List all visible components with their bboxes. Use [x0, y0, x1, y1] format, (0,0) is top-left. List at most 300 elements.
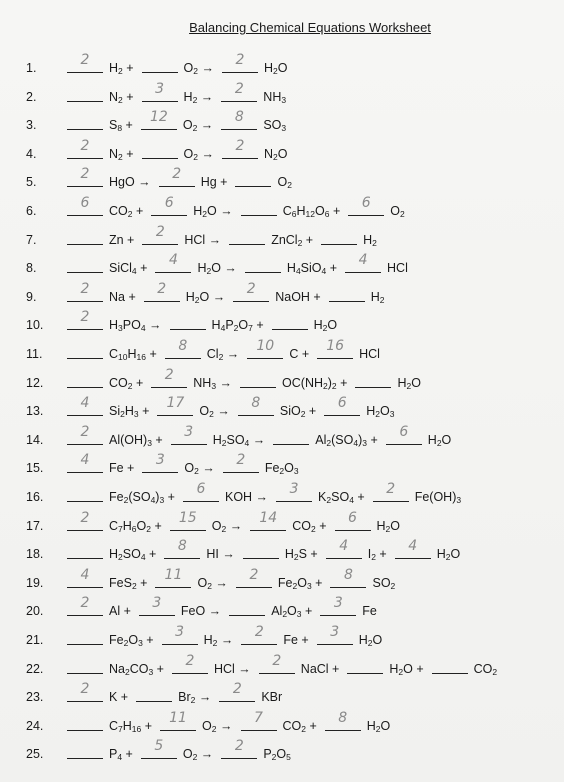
equation-row — [26, 452, 546, 479]
coefficient-blank[interactable] — [235, 186, 271, 187]
handwritten-coefficient: 2 — [234, 738, 244, 755]
equation-number: 20. — [26, 604, 44, 619]
coefficient-blank[interactable] — [183, 501, 219, 502]
coefficient-blank[interactable] — [373, 501, 409, 502]
handwritten-coefficient: 4 — [80, 395, 90, 412]
coefficient-blank[interactable] — [67, 501, 103, 502]
coefficient-blank[interactable] — [141, 758, 177, 759]
coefficient-blank[interactable] — [67, 615, 103, 616]
equation-number: 23. — [26, 690, 44, 705]
handwritten-coefficient: 3 — [289, 481, 299, 497]
formula-term: $Fe_2O_3$ — [264, 461, 299, 477]
formula-term: SiCl$_4$ + — [109, 261, 148, 277]
handwritten-coefficient: 4 — [168, 252, 178, 269]
coefficient-blank[interactable] — [67, 215, 103, 216]
formula-term: $N_2O$ — [264, 146, 288, 162]
handwritten-coefficient: 3 — [333, 595, 343, 612]
coefficient-blank[interactable] — [162, 644, 198, 645]
handwritten-coefficient: 2 — [80, 423, 90, 440]
equation-number: 8. — [26, 261, 37, 276]
equation-row — [26, 481, 546, 508]
handwritten-coefficient: 2 — [164, 366, 174, 383]
coefficient-blank[interactable] — [241, 644, 277, 645]
formula-term: FeS$_2$ + — [109, 575, 148, 591]
coefficient-blank[interactable] — [241, 215, 277, 216]
coefficient-blank[interactable] — [347, 673, 383, 674]
handwritten-coefficient: 8 — [178, 338, 188, 354]
equation-number: 24. — [26, 718, 44, 733]
formula-term: HCl → — [184, 232, 222, 247]
handwritten-coefficient: 10 — [256, 338, 275, 354]
coefficient-blank[interactable] — [326, 558, 362, 559]
equation-number: 2. — [26, 89, 37, 104]
formula-term: ZnCl$_2$ + — [271, 232, 314, 248]
formula-term: $O_2$ → — [184, 461, 215, 477]
formula-term: $H_2O$ — [427, 432, 452, 448]
formula-term: $H_2O$ → — [197, 261, 237, 277]
equation-row — [26, 509, 546, 537]
handwritten-coefficient: 8 — [251, 395, 261, 412]
coefficient-blank[interactable] — [221, 129, 257, 130]
formula-term: $H_2$ → — [183, 89, 214, 105]
coefficient-blank[interactable] — [67, 415, 103, 416]
formula-term: $O_2$ — [277, 175, 292, 191]
coefficient-blank[interactable] — [67, 758, 103, 759]
handwritten-coefficient: 2 — [232, 681, 242, 698]
handwritten-coefficient: 6 — [196, 481, 206, 497]
handwritten-coefficient: 2 — [80, 280, 90, 297]
coefficient-blank[interactable] — [170, 329, 206, 330]
equation-number: 5. — [26, 175, 37, 190]
handwritten-coefficient: 3 — [152, 595, 162, 612]
handwritten-coefficient: 2 — [246, 280, 256, 297]
handwritten-coefficient: 3 — [330, 624, 340, 640]
equation-number: 12. — [26, 375, 44, 390]
coefficient-blank[interactable] — [67, 587, 103, 588]
handwritten-coefficient: 11 — [164, 566, 183, 583]
formula-term: $CO_2$ + — [109, 204, 144, 219]
coefficient-blank[interactable] — [348, 215, 384, 216]
formula-term: $H_2S$ + — [284, 547, 318, 563]
formula-term: HI → — [206, 547, 235, 562]
handwritten-coefficient: 2 — [80, 137, 90, 154]
coefficient-blank[interactable] — [317, 358, 353, 359]
handwritten-coefficient: 8 — [177, 538, 187, 555]
coefficient-blank[interactable] — [321, 244, 357, 245]
formula-term: KOH → — [224, 490, 269, 504]
coefficient-blank[interactable] — [219, 701, 255, 702]
worksheet-title: Balancing Chemical Equations Worksheet — [189, 20, 431, 35]
formula-term: $C_7H_{16}$ + — [109, 718, 153, 734]
coefficient-blank[interactable] — [136, 701, 172, 702]
coefficient-blank[interactable] — [335, 530, 371, 531]
formula-term: $H_2$ → — [203, 633, 234, 648]
formula-term: $H_2O$ — [358, 633, 383, 648]
coefficient-blank[interactable] — [151, 215, 187, 216]
formula-term: $H_2O$ → — [185, 289, 226, 305]
formula-term: $Fe_2(SO_4)_3$ + — [109, 490, 175, 505]
equation-number: 19. — [26, 575, 44, 590]
coefficient-blank[interactable] — [272, 329, 308, 330]
formula-term: $NH_3$ → — [193, 375, 233, 391]
handwritten-coefficient: 6 — [80, 195, 90, 211]
formula-term: $Fe_2O_3$ + — [109, 633, 154, 648]
formula-term: $H_2SO_4$ + — [109, 547, 157, 563]
handwritten-coefficient: 2 — [172, 166, 182, 183]
coefficient-blank[interactable] — [139, 615, 175, 616]
handwritten-coefficient: 15 — [178, 509, 197, 526]
formula-term: $CO_2$ + — [109, 375, 144, 391]
coefficient-blank[interactable] — [345, 272, 381, 273]
equation-row — [26, 709, 546, 737]
formula-term: $Br_2$ → — [178, 690, 212, 706]
equation-row — [26, 109, 546, 136]
formula-term: $C_7H_6O_2$ + — [109, 518, 162, 534]
handwritten-coefficient: 4 — [339, 538, 349, 555]
formula-term: $K_2SO_4$ + — [318, 490, 365, 505]
equation-row — [26, 338, 546, 365]
coefficient-blank[interactable] — [171, 444, 207, 445]
formula-term: $H_2$ + — [109, 61, 134, 76]
formula-term: $OC(NH_2)_2$ + — [282, 375, 348, 391]
formula-term: $H_2O$ → — [193, 204, 233, 219]
equation-number: 16. — [26, 490, 44, 504]
handwritten-coefficient: 2 — [254, 624, 264, 640]
formula-term: $O_2$ → — [211, 518, 243, 534]
formula-term: $Al_2O_3$ + — [271, 604, 313, 620]
equation-row — [26, 309, 546, 336]
handwritten-coefficient: 2 — [185, 652, 195, 669]
handwritten-coefficient: 2 — [235, 52, 245, 68]
coefficient-blank[interactable] — [317, 644, 353, 645]
formula-term: $SO_3$ — [263, 118, 287, 134]
equation-number: 1. — [26, 61, 37, 75]
handwritten-coefficient: 4 — [358, 252, 368, 269]
handwritten-coefficient: 6 — [164, 195, 174, 211]
coefficient-blank[interactable] — [67, 558, 103, 559]
equation-row — [26, 195, 546, 222]
formula-term: $H_2O$ — [436, 547, 461, 563]
coefficient-blank[interactable] — [221, 758, 257, 759]
handwritten-coefficient: 16 — [326, 338, 345, 354]
coefficient-blank[interactable] — [67, 444, 103, 445]
equation-row — [26, 52, 546, 79]
coefficient-blank[interactable] — [229, 244, 265, 245]
handwritten-coefficient: 3 — [175, 624, 185, 640]
coefficient-blank[interactable] — [67, 72, 103, 73]
coefficient-blank[interactable] — [67, 186, 103, 187]
coefficient-blank[interactable] — [259, 673, 295, 674]
formula-term: HgO → — [109, 175, 151, 190]
coefficient-blank[interactable] — [325, 730, 361, 731]
handwritten-coefficient: 2 — [157, 280, 167, 297]
coefficient-blank[interactable] — [67, 358, 103, 359]
coefficient-blank[interactable] — [67, 530, 103, 531]
equation-number: 11. — [26, 347, 43, 361]
coefficient-blank[interactable] — [386, 444, 422, 445]
handwritten-coefficient: 6 — [399, 423, 409, 440]
equation-row — [26, 681, 546, 708]
coefficient-blank[interactable] — [320, 615, 356, 616]
formula-term: $H_4P_2O_7$ + — [211, 318, 264, 334]
equation-number: 3. — [26, 118, 37, 133]
formula-term: $SO_2$ — [372, 575, 396, 591]
equation-number: 22. — [26, 661, 44, 676]
equation-row — [26, 423, 546, 451]
coefficient-blank[interactable] — [170, 530, 206, 531]
coefficient-blank[interactable] — [324, 415, 360, 416]
coefficient-blank[interactable] — [67, 244, 103, 245]
formula-term: $H_2O$ — [313, 318, 338, 334]
coefficient-blank[interactable] — [151, 387, 187, 388]
equation-row — [26, 223, 546, 251]
handwritten-coefficient: 7 — [254, 709, 263, 726]
handwritten-coefficient: 2 — [235, 137, 245, 154]
handwritten-coefficient: 8 — [344, 566, 353, 583]
handwritten-coefficient: 6 — [348, 509, 357, 526]
handwritten-coefficient: 2 — [80, 681, 90, 698]
coefficient-blank[interactable] — [222, 158, 258, 159]
formula-term: $C_{10}H_{16}$ + — [109, 347, 157, 362]
handwritten-coefficient: 5 — [154, 738, 164, 755]
formula-term: $H_2$ — [370, 289, 385, 305]
formula-term: $O_2$ → — [199, 404, 230, 420]
coefficient-blank[interactable] — [67, 701, 103, 702]
coefficient-blank[interactable] — [221, 101, 257, 102]
equation-number: 9. — [26, 289, 37, 304]
handwritten-coefficient: 12 — [149, 109, 168, 126]
equation-number: 14. — [26, 432, 44, 447]
formula-term: $O_2$ → — [202, 718, 233, 734]
equation-row — [26, 280, 546, 308]
coefficient-blank[interactable] — [355, 387, 391, 388]
formula-term: $H_2O$ — [264, 61, 288, 76]
coefficient-blank[interactable] — [164, 558, 200, 559]
coefficient-blank[interactable] — [273, 444, 309, 445]
coefficient-blank[interactable] — [160, 730, 196, 731]
formula-term: $O_2$ → — [197, 575, 228, 591]
coefficient-blank[interactable] — [67, 387, 103, 388]
formula-term: HCl → — [213, 661, 251, 676]
formula-term: $H_2O$ — [366, 718, 391, 734]
formula-term: $P_4$ + — [109, 747, 133, 763]
handwritten-coefficient: 4 — [408, 538, 418, 555]
handwritten-coefficient: 17 — [166, 395, 185, 412]
handwritten-coefficient: 3 — [155, 452, 165, 469]
formula-term: $I_2$ + — [367, 547, 387, 563]
equation-number: 17. — [26, 518, 44, 533]
coefficient-blank[interactable] — [67, 730, 103, 731]
equation-row — [26, 566, 546, 594]
coefficient-blank[interactable] — [142, 72, 178, 73]
formula-term: FeO → — [180, 604, 222, 619]
equation-row — [26, 624, 546, 651]
equation-number: 7. — [26, 232, 37, 247]
formula-term: Fe + — [283, 633, 309, 647]
formula-term: $H_2O_3$ — [366, 404, 395, 420]
formula-term: $S_8$ + — [109, 118, 133, 134]
coefficient-blank[interactable] — [67, 101, 103, 102]
handwritten-coefficient: 2 — [80, 52, 90, 68]
formula-term: C + — [289, 347, 310, 361]
formula-term: $CO_2$ + — [292, 518, 327, 534]
handwritten-coefficient: 2 — [234, 80, 244, 97]
coefficient-blank[interactable] — [155, 272, 191, 273]
coefficient-blank[interactable] — [142, 158, 178, 159]
coefficient-blank[interactable] — [243, 558, 279, 559]
coefficient-blank[interactable] — [236, 587, 272, 588]
coefficient-blank[interactable] — [276, 501, 312, 502]
formula-term: $H_2SO_4$ → — [212, 432, 266, 448]
equation-row — [26, 80, 546, 108]
equation-row — [26, 137, 546, 165]
coefficient-blank[interactable] — [142, 101, 178, 102]
formula-term: $CO_2$ — [473, 661, 498, 677]
handwritten-coefficient: 8 — [234, 109, 244, 126]
formula-term: NaCl + — [300, 661, 340, 676]
equation-number: 21. — [26, 633, 44, 647]
handwritten-coefficient: 8 — [338, 709, 348, 726]
formula-term: $Al_2(SO_4)_3$ + — [315, 432, 378, 448]
handwritten-coefficient: 2 — [80, 595, 90, 612]
coefficient-blank[interactable] — [67, 472, 103, 473]
coefficient-blank[interactable] — [157, 415, 193, 416]
formula-term: HCl — [387, 261, 408, 276]
coefficient-blank[interactable] — [67, 301, 103, 302]
coefficient-blank[interactable] — [165, 358, 201, 359]
formula-term: Na + — [109, 289, 136, 304]
coefficient-blank[interactable] — [67, 158, 103, 159]
coefficient-blank[interactable] — [67, 329, 103, 330]
formula-term: $O_2$ → — [183, 146, 214, 162]
coefficient-blank[interactable] — [155, 587, 191, 588]
equation-number: 10. — [26, 318, 44, 333]
equation-row — [26, 166, 546, 193]
formula-term: $H_2$ — [363, 232, 377, 248]
handwritten-coefficient: 2 — [80, 309, 90, 326]
formula-term: $Fe_2O_3$ + — [277, 575, 323, 591]
formula-term: $O_2$ → — [183, 61, 214, 76]
equation-number: 6. — [26, 204, 37, 218]
equation-row — [26, 252, 546, 279]
formula-term: $H_2O$ + — [389, 661, 424, 677]
equation-number: 25. — [26, 747, 44, 762]
handwritten-coefficient: 2 — [155, 223, 165, 240]
coefficient-blank[interactable] — [241, 730, 277, 731]
equation-row — [26, 738, 546, 765]
formula-term: $CO_2$ + — [282, 718, 317, 734]
coefficient-blank[interactable] — [159, 186, 195, 187]
coefficient-blank[interactable] — [222, 72, 258, 73]
coefficient-blank[interactable] — [245, 272, 281, 273]
formula-term: $H_2O$ — [376, 518, 400, 534]
formula-term: $Si_2H_3$ + — [109, 404, 150, 420]
coefficient-blank[interactable] — [67, 673, 103, 674]
handwritten-coefficient: 3 — [184, 423, 194, 440]
coefficient-blank[interactable] — [223, 472, 259, 473]
coefficient-blank[interactable] — [432, 673, 468, 674]
formula-term: $O_2$ → — [182, 118, 214, 134]
coefficient-blank[interactable] — [233, 301, 269, 302]
coefficient-blank[interactable] — [67, 129, 103, 130]
formula-term: $P_2O_5$ — [263, 747, 291, 763]
handwritten-coefficient: 6 — [337, 395, 347, 412]
handwritten-coefficient: 3 — [155, 80, 164, 97]
equation-number: 4. — [26, 146, 37, 161]
formula-term: $Na_2CO_3$ + — [109, 661, 164, 677]
handwritten-coefficient: 2 — [272, 652, 282, 669]
equation-number: 13. — [26, 404, 44, 419]
formula-term: $Fe(OH)_3$ — [414, 490, 462, 505]
formula-term: Fe — [362, 604, 377, 619]
formula-term: $Cl_2$ → — [206, 347, 240, 362]
coefficient-blank[interactable] — [142, 244, 178, 245]
formula-term: HCl — [359, 347, 380, 361]
coefficient-blank[interactable] — [142, 472, 178, 473]
formula-term: $N_2$ + — [109, 146, 134, 162]
formula-term: $N_2$ + — [109, 89, 134, 105]
coefficient-blank[interactable] — [67, 644, 103, 645]
coefficient-blank[interactable] — [395, 558, 431, 559]
equation-row — [26, 538, 546, 565]
equation-row — [26, 395, 546, 422]
coefficient-blank[interactable] — [172, 673, 208, 674]
handwritten-coefficient: 4 — [80, 566, 90, 583]
formula-term: $NH_3$ — [263, 89, 287, 105]
formula-term: $O_2$ — [390, 204, 405, 219]
coefficient-blank[interactable] — [238, 415, 274, 416]
formula-term: $O_2$ → — [182, 747, 214, 763]
handwritten-coefficient: 6 — [361, 195, 371, 211]
equation-row — [26, 652, 546, 680]
formula-term: $H_3PO_4$ → — [109, 318, 162, 334]
equation-row — [26, 366, 546, 394]
coefficient-blank[interactable] — [247, 358, 283, 359]
formula-term: Fe + — [109, 461, 135, 476]
formula-term: $H_2O$ — [397, 375, 421, 391]
formula-term: NaOH + — [275, 289, 321, 304]
coefficient-blank[interactable] — [229, 615, 265, 616]
handwritten-coefficient: 2 — [236, 452, 246, 469]
handwritten-coefficient: 2 — [386, 481, 396, 497]
formula-term: $H_4SiO_4$ + — [286, 261, 338, 277]
equation-number: 15. — [26, 461, 44, 476]
coefficient-blank[interactable] — [144, 301, 180, 302]
formula-term: KBr — [261, 690, 283, 705]
coefficient-blank[interactable] — [330, 587, 366, 588]
handwritten-coefficient: 2 — [249, 566, 259, 583]
coefficient-blank[interactable] — [250, 530, 286, 531]
equation-number: 18. — [26, 547, 44, 562]
formula-term: Al + — [109, 604, 131, 619]
formula-term: Hg + — [200, 175, 228, 190]
coefficient-blank[interactable] — [141, 129, 177, 130]
handwritten-coefficient: 2 — [80, 166, 90, 183]
equation-row — [26, 595, 546, 622]
coefficient-blank[interactable] — [240, 387, 276, 388]
formula-term: SiO$_2$ + — [279, 404, 317, 420]
coefficient-blank[interactable] — [329, 301, 365, 302]
handwritten-coefficient: 11 — [169, 709, 187, 726]
coefficient-blank[interactable] — [67, 272, 103, 273]
formula-term: $C_6H_{12}O_6$ + — [282, 204, 341, 219]
handwritten-coefficient: 2 — [80, 509, 90, 526]
handwritten-coefficient: 4 — [80, 452, 90, 469]
formula-term: K + — [109, 690, 129, 705]
formula-term: $Al(OH)_3$ + — [109, 432, 163, 448]
handwritten-coefficient: 14 — [259, 509, 278, 526]
formula-term: Zn + — [109, 232, 135, 247]
